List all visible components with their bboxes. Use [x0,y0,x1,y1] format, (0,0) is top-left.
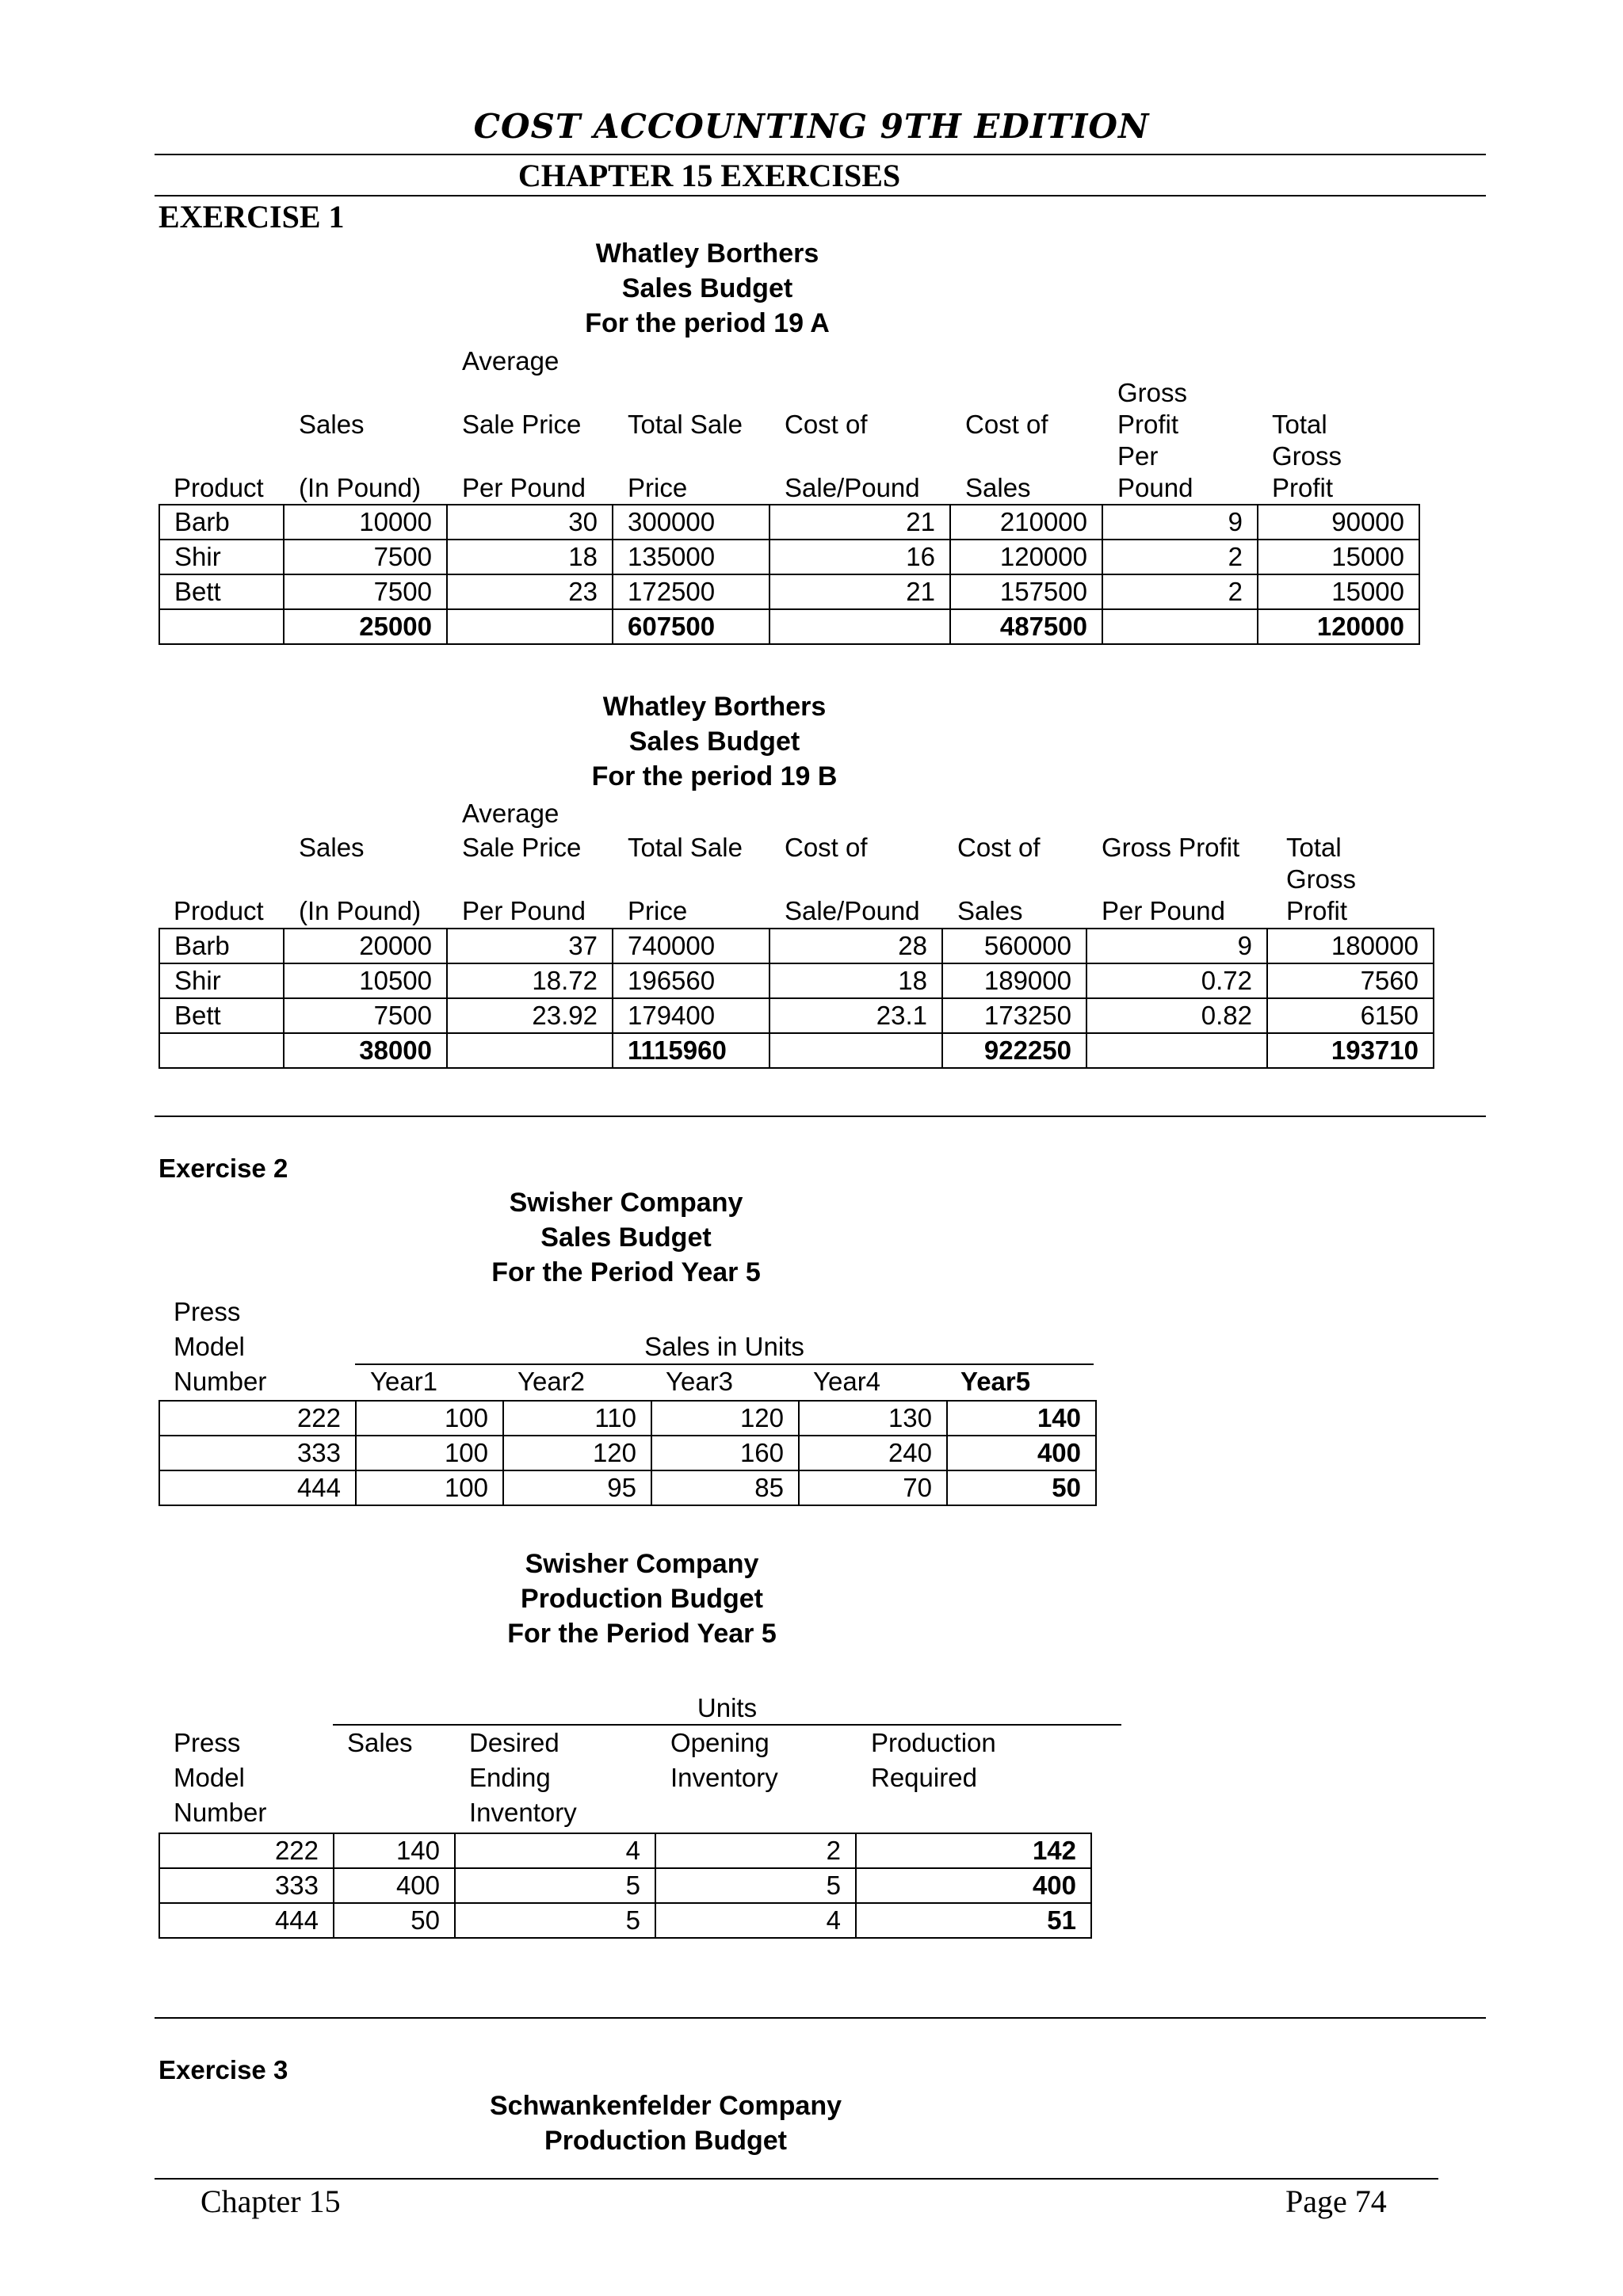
cell-product: Barb [159,929,284,963]
col-header-sales: Sales [299,410,365,439]
cell-sales: 38000 [284,1033,447,1068]
cell-sales: 20000 [284,929,447,963]
col-header-press: Press [174,1297,241,1326]
col-header-price: Price [628,896,688,925]
cell-product: Bett [159,574,284,609]
col-header-average: Average [462,799,559,828]
col-header-cost-of-sales: Cost of [965,410,1048,439]
cell-opening-inventory: 2 [655,1833,856,1868]
cell-cost-of-sales: 560000 [942,929,1086,963]
cell-sales: 7500 [284,574,447,609]
col-header-gross: Gross [1117,378,1188,407]
col-header-gp-per-pound: Per Pound [1102,896,1225,925]
col-header-year3: Year3 [666,1367,734,1396]
cell-year2: 95 [503,1470,651,1505]
cell-sales: 10000 [284,505,447,540]
budget-b-period: For the period 19 B [591,761,838,791]
section-divider [155,2017,1486,2019]
col-header-average: Average [462,346,559,376]
col-header-pound: Pound [1117,473,1193,502]
col-header-production: Production [871,1728,996,1757]
cell-gp-per-pound: 9 [1086,929,1267,963]
cell-year1: 100 [356,1470,503,1505]
cell-model-number: 444 [159,1903,334,1938]
col-header-in-pound: (In Pound) [299,896,422,925]
table-row [159,1401,1096,1436]
cell-year5: 140 [947,1401,1096,1436]
col-header-units: Units [697,1693,758,1722]
cell-total-sale: 196560 [613,963,769,998]
cell-gp-per-pound [1102,609,1258,644]
cell-total-gp: 15000 [1258,574,1419,609]
table-row [159,1470,1096,1505]
col-header-opening-inventory: Inventory [670,1763,778,1792]
cell-production-required: 400 [856,1868,1091,1903]
footer-page-number: Page 74 [1285,2183,1387,2219]
cell-sales: 25000 [284,609,447,644]
col-header-sale-pound: Sale/Pound [785,473,920,502]
cell-total-gp: 7560 [1267,963,1434,998]
col-header-cost-of-sales: Cost of [957,833,1041,862]
schwankenfelder-title [444,2088,888,2158]
budget-b-table [158,928,1434,1069]
cell-cost [769,1033,942,1068]
cell-gp-per-pound: 0.72 [1086,963,1267,998]
col-header-model: Model [174,1763,245,1792]
cell-gp-per-pound: 9 [1102,505,1258,540]
cell-price: 23 [447,574,613,609]
col-header-price: Price [628,473,688,502]
cell-product: Shir [159,540,284,574]
cell-total-gp: 180000 [1267,929,1434,963]
cell-product [159,1033,284,1068]
col-header-required: Required [871,1763,977,1792]
swisher-production-period: For the Period Year 5 [507,1619,777,1649]
col-header-profit: Profit [1286,896,1348,925]
cell-price: 18.72 [447,963,613,998]
cell-total-sale: 1115960 [613,1033,769,1068]
budget-a-period: For the period 19 A [585,308,830,338]
col-header-sale-price: Sale Price [462,833,582,862]
cell-cost: 21 [769,574,950,609]
cell-total-sale: 300000 [613,505,769,540]
exercise-3-label: Exercise 3 [158,2055,288,2084]
cell-model-number: 222 [159,1401,356,1436]
col-header-sales-2: Sales [965,473,1031,502]
col-header-inventory: Inventory [469,1798,577,1827]
cell-total-sale: 179400 [613,998,769,1033]
col-header-sales: Sales [299,833,365,862]
cell-cost-of-sales: 173250 [942,998,1086,1033]
cell-year5: 400 [947,1436,1096,1470]
cell-year4: 130 [799,1401,947,1436]
cell-product: Shir [159,963,284,998]
cell-gp-per-pound: 2 [1102,540,1258,574]
cell-model-number: 333 [159,1868,334,1903]
swisher-production-title [444,1547,840,1651]
cell-product [159,609,284,644]
cell-total-sale: 607500 [613,609,769,644]
col-header-in-pound: (In Pound) [299,473,422,502]
table-row [159,1833,1091,1868]
cell-cost [769,609,950,644]
swisher-sales-subtitle: Sales Budget [540,1222,712,1253]
col-header-per-pound: Per Pound [462,473,586,502]
col-header-model: Model [174,1332,245,1361]
cell-sales: 7500 [284,998,447,1033]
cell-year1: 100 [356,1436,503,1470]
swisher-sales-table [158,1400,1097,1506]
cell-total-gp: 90000 [1258,505,1419,540]
col-header-profit-2: Profit [1272,473,1334,502]
cell-product: Bett [159,998,284,1033]
schwankenfelder-company: Schwankenfelder Company [489,2091,842,2121]
col-header-sale-pound: Sale/Pound [785,896,920,925]
cell-desired-ending: 5 [455,1868,655,1903]
cell-total-sale: 740000 [613,929,769,963]
cell-total-gp: 193710 [1267,1033,1434,1068]
cell-total-gp: 6150 [1267,998,1434,1033]
budget-a-title [475,236,939,341]
swisher-sales-period: For the Period Year 5 [491,1257,761,1287]
cell-model-number: 333 [159,1436,356,1470]
table-row [159,540,1419,574]
cell-model-number: 444 [159,1470,356,1505]
table-row [159,998,1434,1033]
cell-sales: 140 [334,1833,455,1868]
col-header-sales-in-units: Sales in Units [644,1332,804,1361]
cell-desired-ending: 5 [455,1903,655,1938]
cell-price [447,609,613,644]
col-header-cost-of: Cost of [785,410,868,439]
cell-gp-per-pound [1086,1033,1267,1068]
col-header-product: Product [174,896,264,925]
cell-cost: 18 [769,963,942,998]
col-header-total-sale: Total Sale [628,410,743,439]
swisher-production-table [158,1833,1092,1939]
schwankenfelder-subtitle: Production Budget [544,2126,787,2156]
cell-sales: 10500 [284,963,447,998]
units-rule [333,1724,1121,1726]
cell-sales: 400 [334,1868,455,1903]
cell-cost-of-sales: 189000 [942,963,1086,998]
cell-cost: 16 [769,540,950,574]
col-header-total: Total [1272,410,1327,439]
footer-chapter: Chapter 15 [200,2183,341,2219]
cell-cost: 28 [769,929,942,963]
col-header-ending: Ending [469,1763,551,1792]
budget-b-company: Whatley Borthers [602,692,827,722]
col-header-sales-2: Sales [957,896,1023,925]
col-header-number: Number [174,1798,267,1827]
table-total-row [159,609,1419,644]
section-divider [155,1116,1486,1117]
col-header-sales: Sales [347,1728,413,1757]
exercise-2-label: Exercise 2 [158,1154,288,1183]
table-row [159,1868,1091,1903]
col-header-gross-2: Gross [1272,441,1342,471]
book-title-text: COST ACCOUNTING 9TH EDITION [473,107,1150,146]
col-header-total: Total [1286,833,1342,862]
sales-in-units-rule [355,1363,1094,1365]
col-header-sale-price: Sale Price [462,410,582,439]
chapter-title: CHAPTER 15 EXERCISES [517,158,901,193]
cell-cost-of-sales: 487500 [950,609,1102,644]
cell-total-sale: 172500 [613,574,769,609]
col-header-year4: Year4 [813,1367,881,1396]
col-header-gross-profit: Gross Profit [1102,833,1240,862]
table-row [159,505,1419,540]
cell-year3: 85 [651,1470,799,1505]
cell-cost: 21 [769,505,950,540]
col-header-press: Press [174,1728,241,1757]
header-rule-top [155,154,1486,155]
col-header-desired: Desired [469,1728,559,1757]
cell-year3: 120 [651,1401,799,1436]
cell-opening-inventory: 4 [655,1903,856,1938]
cell-cost-of-sales: 120000 [950,540,1102,574]
table-row [159,1436,1096,1470]
cell-cost-of-sales: 157500 [950,574,1102,609]
budget-a-company: Whatley Borthers [595,238,819,269]
cell-model-number: 222 [159,1833,334,1868]
cell-gp-per-pound: 0.82 [1086,998,1267,1033]
exercise-1-label: EXERCISE 1 [158,199,345,235]
col-header-product: Product [174,473,264,502]
cell-cost: 23.1 [769,998,942,1033]
col-header-cost-of: Cost of [785,833,868,862]
cell-sales: 7500 [284,540,447,574]
col-header-number: Number [174,1367,267,1396]
cell-year5: 50 [947,1470,1096,1505]
cell-total-sale: 135000 [613,540,769,574]
budget-b-subtitle: Sales Budget [628,727,800,757]
cell-price [447,1033,613,1068]
cell-opening-inventory: 5 [655,1868,856,1903]
col-header-opening: Opening [670,1728,769,1757]
cell-production-required: 51 [856,1903,1091,1938]
table-row [159,1903,1091,1938]
cell-year3: 160 [651,1436,799,1470]
header-rule-bottom [155,195,1486,196]
budget-a-subtitle: Sales Budget [621,273,793,303]
budget-b-title [475,689,953,794]
swisher-sales-title [428,1185,824,1290]
cell-price: 23.92 [447,998,613,1033]
col-header-total-sale: Total Sale [628,833,743,862]
table-row [159,574,1419,609]
cell-price: 30 [447,505,613,540]
cell-cost-of-sales: 210000 [950,505,1102,540]
col-header-year5: Year5 [960,1367,1031,1396]
cell-price: 18 [447,540,613,574]
footer-rule [155,2178,1438,2180]
swisher-production-subtitle: Production Budget [521,1584,763,1614]
col-header-profit: Profit [1117,410,1179,439]
col-header-year2: Year2 [517,1367,586,1396]
cell-product: Barb [159,505,284,540]
cell-desired-ending: 4 [455,1833,655,1868]
cell-year4: 70 [799,1470,947,1505]
cell-year1: 100 [356,1401,503,1436]
cell-price: 37 [447,929,613,963]
col-header-year1: Year1 [370,1367,438,1396]
table-row [159,963,1434,998]
swisher-sales-company: Swisher Company [509,1188,743,1218]
swisher-production-company: Swisher Company [525,1549,759,1579]
col-header-per-pound: Per Pound [462,896,586,925]
budget-a-table [158,504,1420,645]
col-header-per: Per [1117,441,1159,471]
cell-cost-of-sales: 922250 [942,1033,1086,1068]
cell-year2: 120 [503,1436,651,1470]
book-title [0,107,1623,146]
table-total-row [159,1033,1434,1068]
cell-production-required: 142 [856,1833,1091,1868]
cell-year2: 110 [503,1401,651,1436]
cell-gp-per-pound: 2 [1102,574,1258,609]
cell-total-gp: 120000 [1258,609,1419,644]
table-row [159,929,1434,963]
col-header-gross: Gross [1286,864,1357,894]
cell-sales: 50 [334,1903,455,1938]
cell-total-gp: 15000 [1258,540,1419,574]
cell-year4: 240 [799,1436,947,1470]
